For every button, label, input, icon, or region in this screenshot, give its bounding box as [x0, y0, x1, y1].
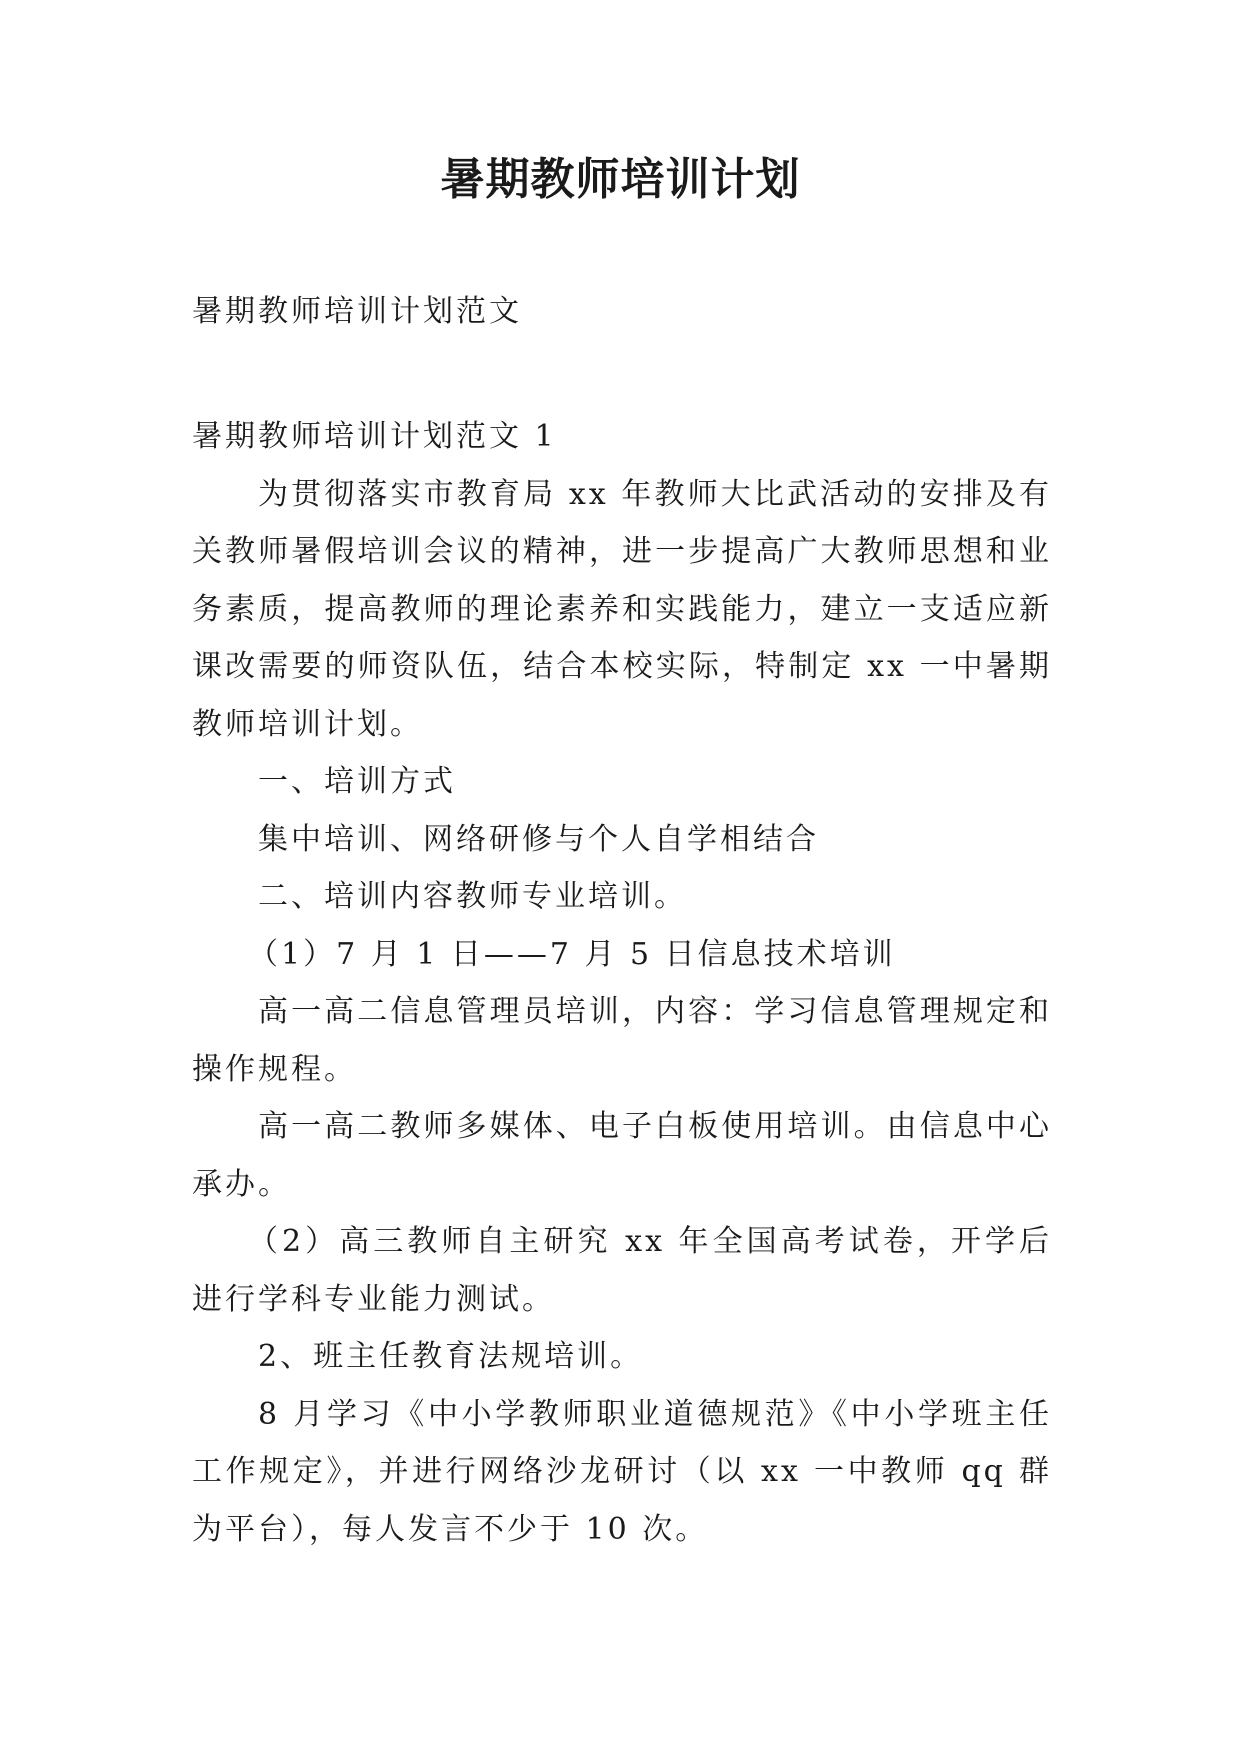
heading-head-teacher-training: 2、班主任教育法规培训。 [258, 1339, 644, 1374]
document-subtitle: 暑期教师培训计划范文 [192, 294, 522, 329]
info-admin-training: 高一高二信息管理员培训，内容：学习信息管理规定和操作规程。 [192, 994, 1052, 1087]
multimedia-training: 高一高二教师多媒体、电子白板使用培训。由信息中心承办。 [192, 1109, 1052, 1202]
intro-paragraph: 为贯彻落实市教育局 xx 年教师大比武活动的安排及有关教师暑假培训会议的精神，进一步提高广大教师思想和业务素质，提高教师的理论素养和实践能力，建立一支适应新课改需要的师资队伍，结合本校实际，特制定 xx 一中暑期教师培训计划。 [192, 476, 1052, 742]
item-1-it-training: （1）7 月 1 日——7 月 5 日信息技术培训 [248, 936, 896, 972]
heading-training-content: 二、培训内容教师专业培训。 [258, 879, 687, 914]
section-heading: 暑期教师培训计划范文 1 [192, 419, 557, 454]
document-body [192, 408, 1052, 1558]
item-2-exam-research: （2）高三教师自主研究 xx 年全国高考试卷，开学后进行学科专业能力测试。 [192, 1224, 1052, 1317]
heading-training-method: 一、培训方式 [258, 764, 456, 799]
training-method-text: 集中培训、网络研修与个人自学相结合 [258, 821, 819, 857]
document-title: 暑期教师培训计划 [440, 154, 801, 205]
august-study-paragraph: 8 月学习《中小学教师职业道德规范》《中小学班主任工作规定》，并进行网络沙龙研讨（以 xx 一中教师 qq 群为平台），每人发言不少于 10 次。 [192, 1396, 1052, 1547]
